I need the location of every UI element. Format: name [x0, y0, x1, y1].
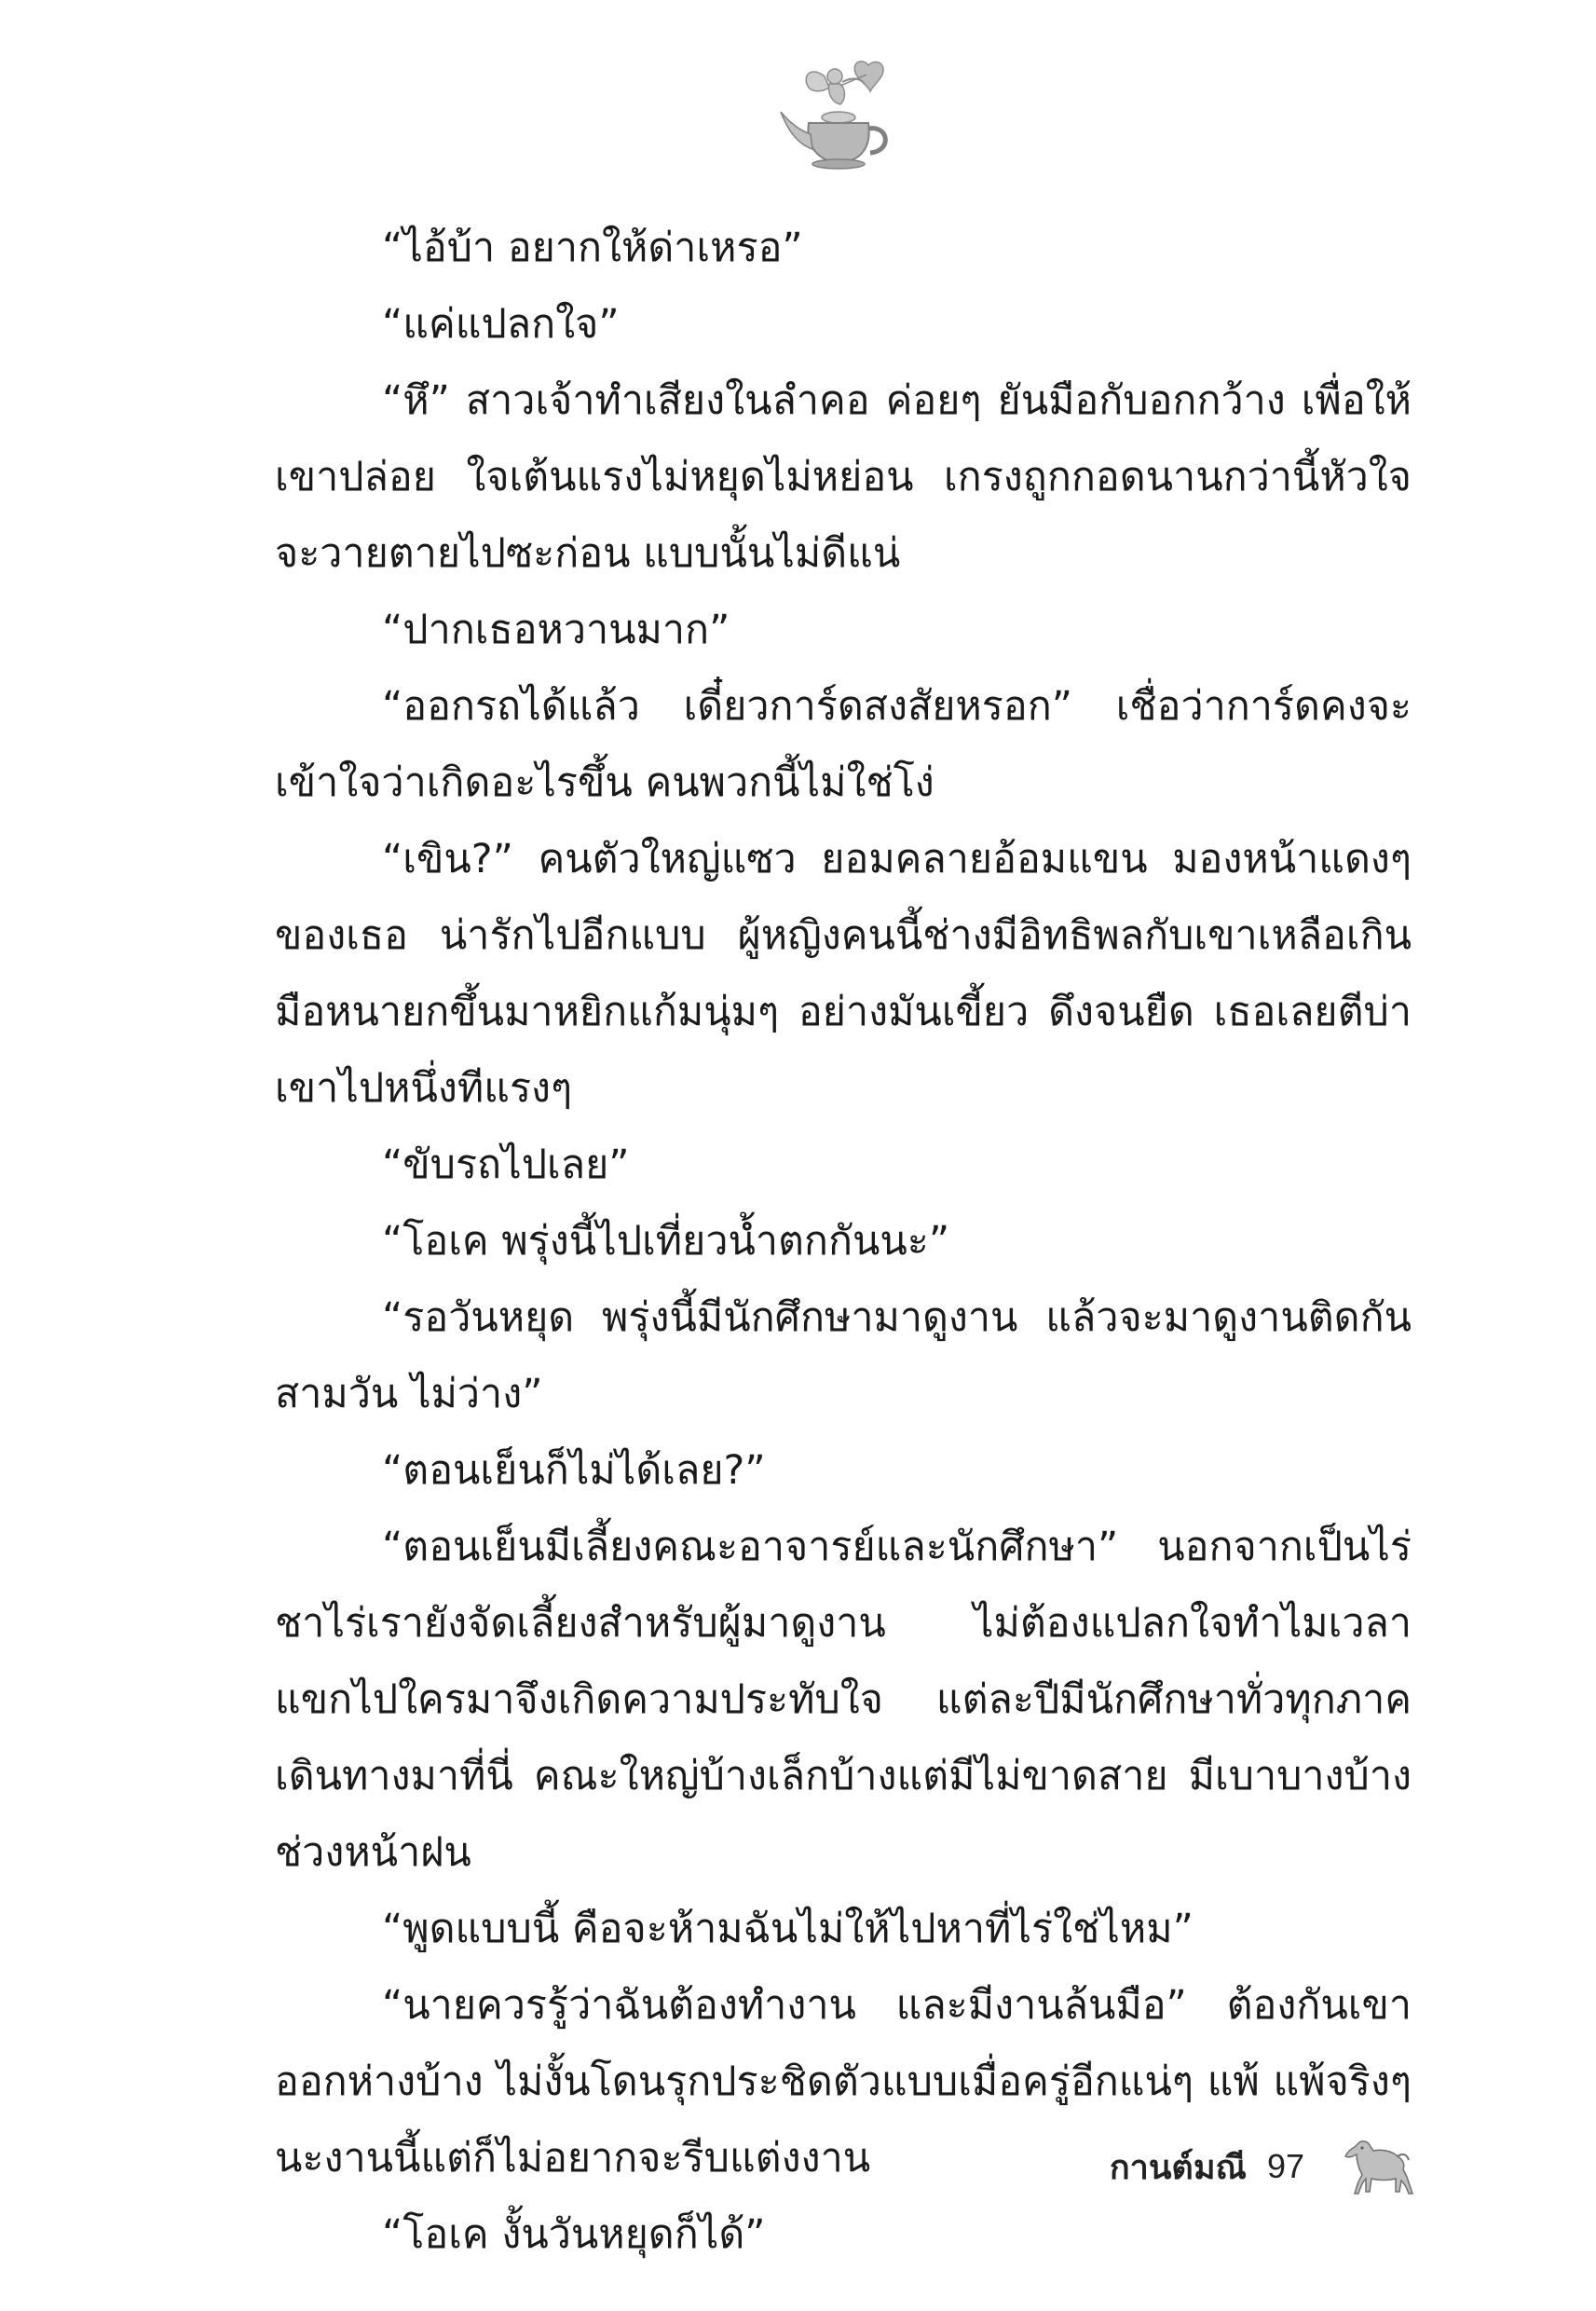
paragraph: “รอวันหยุด พรุ่งนี้มีนักศึกษามาดูงาน แล้วจะมาดูงานติดกันสามวัน ไม่ว่าง”: [275, 1294, 1412, 1417]
paragraph: “ตอนเย็นมีเลี้ยงคณะอาจารย์และนักศึกษา” นอกจากเป็นไร่ชาไร่เรายังจัดเลี้ยงสำหรับผู้มาดูงาน ไม่ต้องแปลกใจทำไมเวลาแขกไปใครมาจึงเกิดความประทับใจ แต่ละปีมีนักศึกษาทั่วทุกภาคเดินทางมาที่นี่ คณะใหญ่บ้างเล็กบ้างแต่มีไม่ขาดสาย มีเบาบางบ้างช่วงหน้าฝน: [275, 1524, 1412, 1876]
paragraph: “นายควรรู้ว่าฉันต้องทำงาน และมีงานล้นมือ” ต้องกันเขาออกห่างบ้าง ไม่งั้นโดนรุกประชิดตัวแบบเมื่อครู่อีกแน่ๆ แพ้ แพ้จริงๆ นะงานนี้แต่ก็ไม่อยากจะรีบแต่งงาน: [275, 1982, 1412, 2181]
paragraph: “หึ” สาวเจ้าทำเสียงในลำคอ ค่อยๆ ยันมือกับอกกว้าง เพื่อให้เขาปล่อย ใจเต้นแรงไม่หยุดไม่หย่อน เกรงถูกกอดนานกว่านี้หัวใจจะวายตายไปซะก่อน แบบนั้นไม่ดีแน่: [275, 377, 1412, 577]
paragraph: “ปากเธอหวานมาก”: [382, 607, 730, 653]
page-footer: [1110, 2134, 1414, 2199]
page-number: 97: [1266, 2147, 1304, 2185]
book-title: กานต์มณี: [1109, 2148, 1247, 2187]
paragraph: “ตอนเย็นก็ไม่ได้เลย?”: [382, 1447, 766, 1494]
paragraph: “เขิน?” คนตัวใหญ่แซว ยอมคลายอ้อมแขน มองหน้าแดงๆ ของเธอ น่ารักไปอีกแบบ ผู้หญิงคนนี้ช่างมีอิทธิพลกับเขาเหลือเกิน มือหนายกขึ้นมาหยิกแก้มนุ่มๆ อย่างมันเขี้ยว ดึงจนยืด เธอเลยตีบ่าเขาไปหนึ่งทีแรงๆ: [275, 836, 1412, 1112]
body-text: [275, 210, 1412, 2273]
paragraph: “ไอ้บ้า อยากให้ด่าเหรอ”: [382, 225, 803, 271]
paragraph: “ออกรถได้แล้ว เดี๋ยวการ์ดสงสัยหรอก” เชื่อว่าการ์ดคงจะเข้าใจว่าเกิดอะไรขึ้น คนพวกนี้ไม่ใช่โง่: [275, 683, 1412, 806]
horse-icon: [1342, 2136, 1414, 2197]
paragraph: “แค่แปลกใจ”: [382, 301, 620, 348]
paragraph: “โอเค พรุ่งนี้ไปเที่ยวน้ำตกกันนะ”: [382, 1218, 950, 1265]
paragraph: “โอเค งั้นวันหยุดก็ได้”: [382, 2211, 766, 2258]
paragraph: “ขับรถไปเลย”: [382, 1142, 630, 1188]
teapot-cupid-ornament-icon: [773, 56, 904, 172]
paragraph: “พูดแบบนี้ คือจะห้ามฉันไม่ให้ไปหาที่ไร่ใช่ไหม”: [382, 1906, 1194, 1952]
